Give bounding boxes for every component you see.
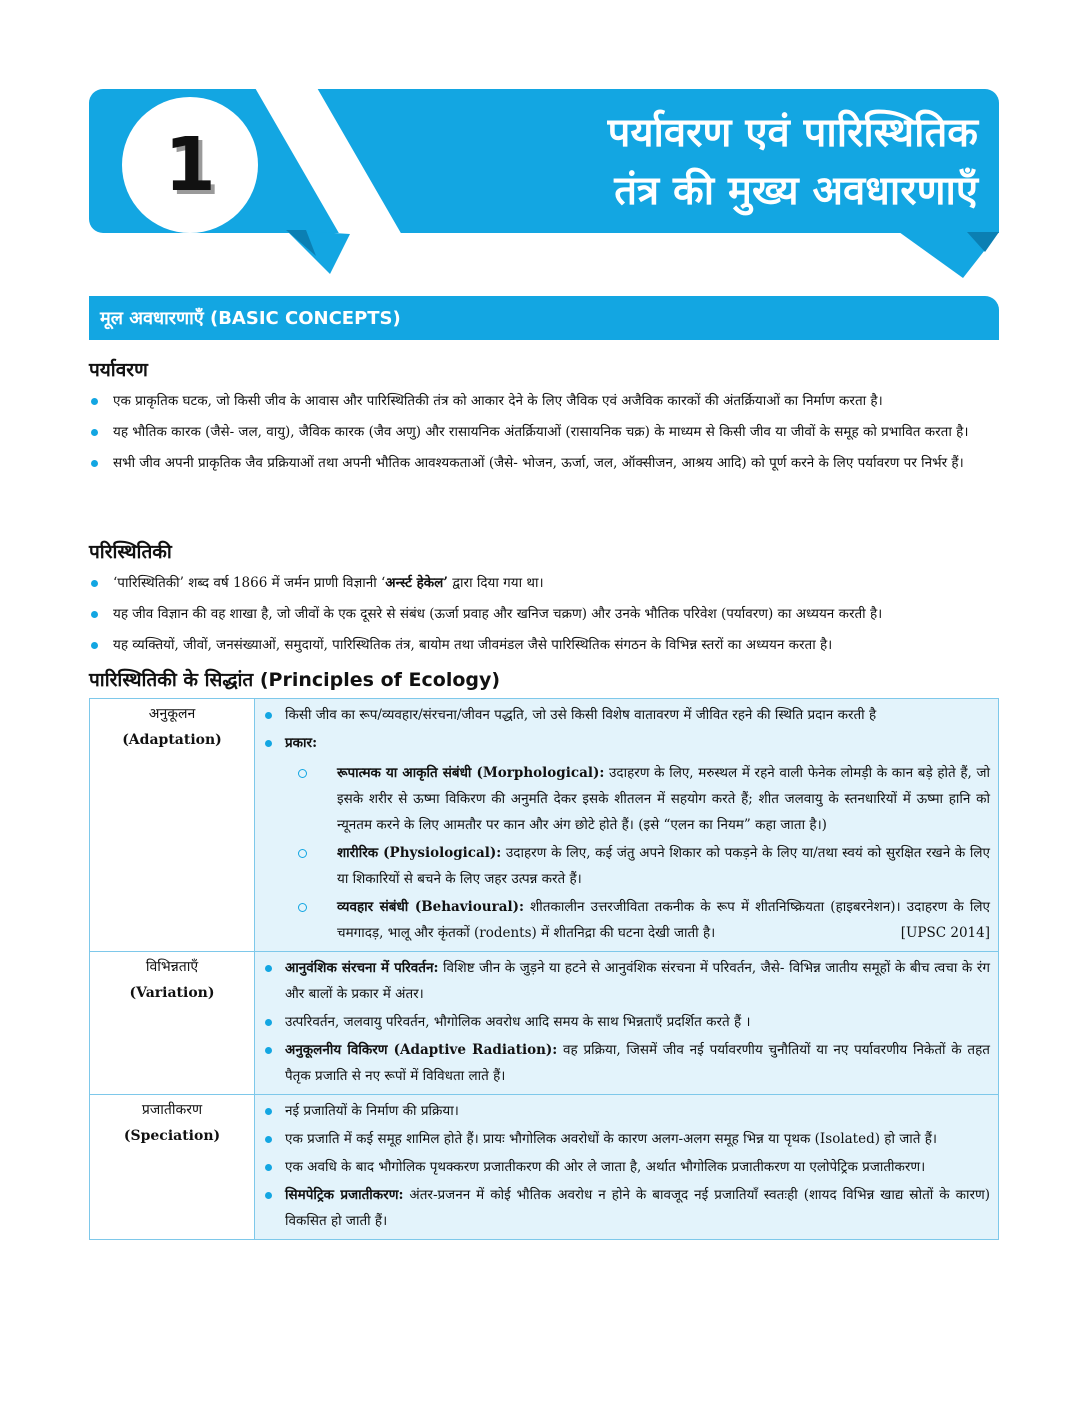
morphological-label: रूपात्मक या आकृति संबंधी (Morphological): [337,765,605,781]
list-item: नई प्रजातियों के निर्माण की प्रक्रिया। [265,1098,990,1124]
ecology-heading: परिस्थितिकी [89,541,172,563]
types-label: प्रकार: [285,735,318,751]
ribbon-fold-left [286,230,350,280]
sub-list-item [285,760,990,838]
term-cell-adaptation [90,699,255,952]
list-item: सभी जीव अपनी प्राकृतिक जैव प्रक्रियाओं तथा अपनी भौतिक आवश्यकताओं (जैसे- भोजन, ऊर्जा, जल, ऑक्सीजन, आश्रय आदि) को पूर्ण करने के लिए पर्यावरण पर निर्भर हैं। [89,450,1001,477]
exam-reference: [UPSC 2014] [900,925,990,941]
table-row [90,952,999,1095]
ribbon-fold-right [897,230,1001,280]
chapter-title-line2: तंत्र की मुख्य अवधारणाएँ [614,168,978,214]
desc-cell-speciation [255,1095,999,1240]
term-speciation: प्रजातीकरण [141,1102,203,1118]
principles-table [89,698,999,1240]
section-title: मूल अवधारणाएँ (BASIC CONCEPTS) [100,308,401,329]
sympatric-text: अंतर-प्रजनन में कोई भौतिक अवरोध न होने के बावजूद नई प्रजातियाँ स्वतःही (शायद विभिन्न खाद्य स्रोतों के कारण) विकसित हो जाती हैं। [285,1187,990,1229]
term-adaptation: अनुकूलन [148,706,196,722]
list-item: यह भौतिक कारक (जैसे- जल, वायु), जैविक कारक (जैव अणु) और रासायनिक अंतर्क्रियाओं (रासायनिक चक्र) के माध्यम से किसी जीव या जीवों के समूह को प्रभावित करता है। [89,419,1001,446]
adaptive-radiation-label: अनुकूलनीय विकिरण (Adaptive Radiation): [285,1042,558,1058]
environment-heading: पर्यावरण [89,359,148,381]
list-item: उत्परिवर्तन, जलवायु परिवर्तन, भौगोलिक अवरोध आदि समय के साथ भिन्नताएँ प्रदर्शित करते हैं । [265,1009,990,1035]
morphological-text: उदाहरण के लिए, मरुस्थल में रहने वाली फेनेक लोमड़ी के कान बड़े होते हैं, जो इसके शरीर से ऊष्मा विकिरण की अनुमति देकर इसके शीतलन में सहयोग करते हैं; शीत जलवायु के स्तनधारियों में ऊष्मा हानि को न्यूनतम करने के लिए आमतौर पर कान और अंग छोटे होते हैं। (इसे “एलन का नियम” कहा जाता है।) [337,765,990,833]
table-row [90,699,999,952]
list-item: एक प्रजाति में कई समूह शामिल होते हैं। प्रायः भौगोलिक अवरोधों के कारण अलग-अलग समूह भिन्न या पृथक (Isolated) हो जाते हैं। [265,1126,990,1152]
physiological-label: शारीरिक (Physiological): [337,845,502,861]
genetic-change-label: आनुवंशिक संरचना में परिवर्तन: [285,960,439,976]
list-item: किसी जीव का रूप/व्यवहार/संरचना/जीवन पद्धति, जो उसे किसी विशेष वातावरण में जीवित रहने की स्थिति प्रदान करती है [265,702,990,728]
environment-list [89,388,1001,481]
sympatric-label: सिमपेट्रिक प्रजातीकरण: [285,1187,404,1203]
behavioural-label: व्यवहार संबंधी (Behavioural): [337,899,524,915]
term-cell-speciation [90,1095,255,1240]
banner-diagonal-stripe [250,89,410,233]
ecology-point1-end: द्वारा दिया गया था। [448,575,544,591]
sub-list-item [285,894,990,946]
ecology-list [89,570,1001,663]
chapter-number-badge [122,97,258,233]
adaptive-radiation-text: वह प्रक्रिया, जिसमें जीव नई पर्यावरणीय चुनौतियों या नए पर्यावरणीय निकेतों के तहत पैतृक प्रजाति से नए रूपों में विविधता लाते हैं। [285,1042,990,1084]
sub-list-item [285,840,990,892]
chapter-number: 1 [164,122,216,208]
ecology-point1-text: ‘पारिस्थितिकी’ शब्द वर्ष 1866 में जर्मन प्राणी विज्ञानी ‘ [113,575,386,591]
list-item [265,1037,990,1089]
chapter-title [608,104,978,220]
list-item: एक अवधि के बाद भौगोलिक पृथक्करण प्रजातीकरण की ओर ले जाता है, अर्थात भौगोलिक प्रजातीकरण या एलोपेट्रिक प्रजातीकरण। [265,1154,990,1180]
list-item: यह जीव विज्ञान की वह शाखा है, जो जीवों के एक दूसरे से संबंध (ऊर्जा प्रवाह और खनिज चक्रण) और उनके भौतिक परिवेश (पर्यावरण) का अध्ययन करती है। [89,601,1001,628]
term-variation: विभिन्नताएँ [145,959,199,975]
list-item: एक प्राकृतिक घटक, जो किसी जीव के आवास और पारिस्थितिकी तंत्र को आकार देने के लिए जैविक एवं अजैविक कारकों की अंतर्क्रियाओं का निर्माण करता है। [89,388,1001,415]
behavioural-text: शीतकालीन उत्तरजीविता तकनीक के रूप में शीतनिष्क्रियता (हाइबरनेशन)। उदाहरण के लिए चमगादड़, भालू और कृंतकों (rodents) में शीतनिद्रा की घटना देखी जाती है। [337,899,991,941]
physiological-text: उदाहरण के लिए, कई जंतु अपने शिकार को पकड़ने के लिए या/तथा स्वयं को सुरक्षित रखने के लिए या शिकारियों से बचने के लिए जहर उत्पन्न करते हैं। [337,845,990,887]
term-adaptation-en: (Adaptation) [122,732,222,748]
term-speciation-en: (Speciation) [123,1128,221,1144]
genetic-change-text: विशिष्ट जीन के जुड़ने या हटने से आनुवंशिक संरचना में परिवर्तन, जैसे- विभिन्न जातीय समूहों के बीच त्वचा के रंग और बालों के प्रकार में अंतर। [285,960,990,1002]
ernst-haeckel-name: अर्न्स्ट हेकेल’ [385,575,448,591]
table-row [90,1095,999,1240]
term-variation-en: (Variation) [129,985,215,1001]
term-cell-variation [90,952,255,1095]
list-item [265,730,990,946]
list-item [265,1182,990,1234]
desc-cell-variation [255,952,999,1095]
principles-heading: पारिस्थितिकी के सिद्धांत (Principles of Ecology) [89,669,501,691]
list-item [265,955,990,1007]
desc-cell-adaptation [255,699,999,952]
list-item [89,570,1001,597]
chapter-title-line1: पर्यावरण एवं पारिस्थितिक [607,110,978,156]
list-item: यह व्यक्तियों, जीवों, जनसंख्याओं, समुदायों, पारिस्थितिक तंत्र, बायोम तथा जीवमंडल जैसे पारिस्थितिक संगठन के विभिन्न स्तरों का अध्ययन करता है। [89,632,1001,659]
